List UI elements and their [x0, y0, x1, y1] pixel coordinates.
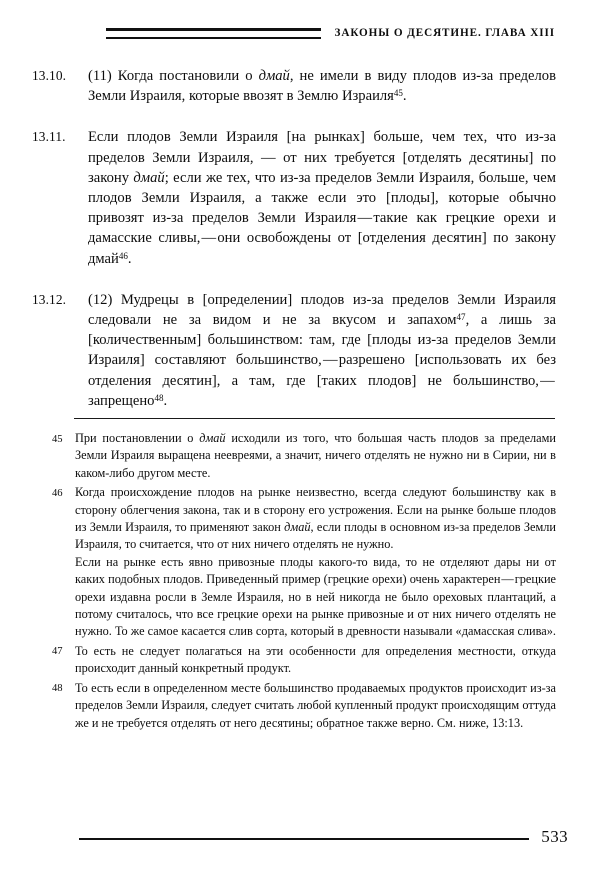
footnote-marker: 46 — [52, 487, 63, 499]
footnote-separator-rule — [74, 418, 555, 419]
folio-rule — [79, 838, 529, 840]
footnote-body — [75, 430, 556, 482]
footnote-body — [75, 643, 556, 678]
footnote-paragraph: При постановлении о дмай исходили из того, что большая часть плодов за пределами Земли Израиля выращена неевреями, а значит, ничего отделять не нужно ни в Сирии, ни в каком-либо другом месте. — [75, 431, 556, 480]
clause-number: 13.12. — [32, 291, 67, 307]
clause-number: 13.10. — [32, 68, 67, 83]
footnote-48 — [52, 680, 556, 732]
page-number: 533 — [541, 827, 568, 846]
clause-body: (11) Когда постановили о дмай, не имели в виду плодов из-за пределов Земли Израиля, которые ввозят в Землю Израиля$^{45}$. — [88, 68, 556, 105]
footnote-46 — [52, 484, 556, 641]
clause-body: Если плодов Земли Израиля [на рынках] больше, чем тех, что из-за пределов Земли Израиля, — от них требуется [отделять десятины] по закону дмай; если же тех, что из-за пределов Земли Израиля, больше, чем плодов Земли Израиля, а также если это [плоды], которые обычно привозят из-за пределов Земли Израиля — такие как грецкие орехи и дамасские сливы, — они освобождены от [отделения десятин] по закону дмай$^{46}$. — [88, 129, 556, 267]
footnote-47 — [52, 643, 556, 678]
footnote-body — [75, 680, 556, 732]
footnote-45 — [52, 430, 556, 482]
clause-13-12 — [32, 290, 556, 411]
clause-number: 13.11. — [32, 129, 66, 145]
footnote-paragraph: Когда происхождение плодов на рынке неизвестно, всегда следуют большинству как в сторону облегчения закона, так и в сторону его устрожения. Если на рынке больше плодов из Земли Израиля, то применяют закон дмай, если плоды в основном из-за пределов Земли Израиля, то считается, что от них ничего отделять не нужно. — [75, 485, 557, 552]
footnote-paragraph: То есть не следует полагаться на эти особенности для определения местности, откуда происходит данный конкретный продукт. — [75, 643, 556, 676]
clause-13-10 — [32, 66, 556, 106]
clause-13-11 — [32, 127, 556, 268]
footnote-block — [52, 430, 556, 734]
footnote-body — [75, 484, 556, 641]
running-head-title: ЗАКОНЫ О ДЕСЯТИНЕ. ГЛАВА XIII — [334, 27, 555, 39]
footnote-marker: 48 — [52, 683, 63, 695]
clause-body: (12) Мудрецы в [определении] плодов из-за пределов Земли Израиля следовали не за видом и не за вкусом и запахом$^{47}$, а лишь за [количественным] большинством: там, где [плоды из-за пределов Земли Израиля] составляют большинство, — разрешено [использовать их без отделения десятин], а там, где [таких плодов] не большинство, — запрещено$^{48}$. — [88, 291, 556, 409]
running-head-rule — [106, 28, 321, 39]
footnote-paragraph: То есть если в определенном месте большинство продаваемых продуктов происходит из-за пределов Земли Израиля, следует считать любой купленный продукт происходящим оттуда же и не требуется отделять от него десятины; обратное также верно. См. ниже, 13:13. — [75, 680, 556, 730]
footnote-marker: 47 — [52, 646, 63, 658]
folio — [32, 826, 568, 848]
footnote-paragraph: Если на рынке есть явно привозные плоды какого-то вида, то не отделяют дары ни от каких подобных плодов. Приведенный пример (грецкие орехи) очень характерен — грецкие орехи издавна росли в Земле Израиля, но в ней никогда не было ореховых плантаций, а потому считалось, что все грецкие орехи на рынке привозные и от них ничего отделять не нужно. То же самое касается слив сорта, который в древности называли «дамасская слива». — [75, 554, 556, 639]
running-head — [32, 24, 555, 42]
body-text — [32, 66, 556, 432]
footnote-marker: 45 — [52, 433, 63, 445]
